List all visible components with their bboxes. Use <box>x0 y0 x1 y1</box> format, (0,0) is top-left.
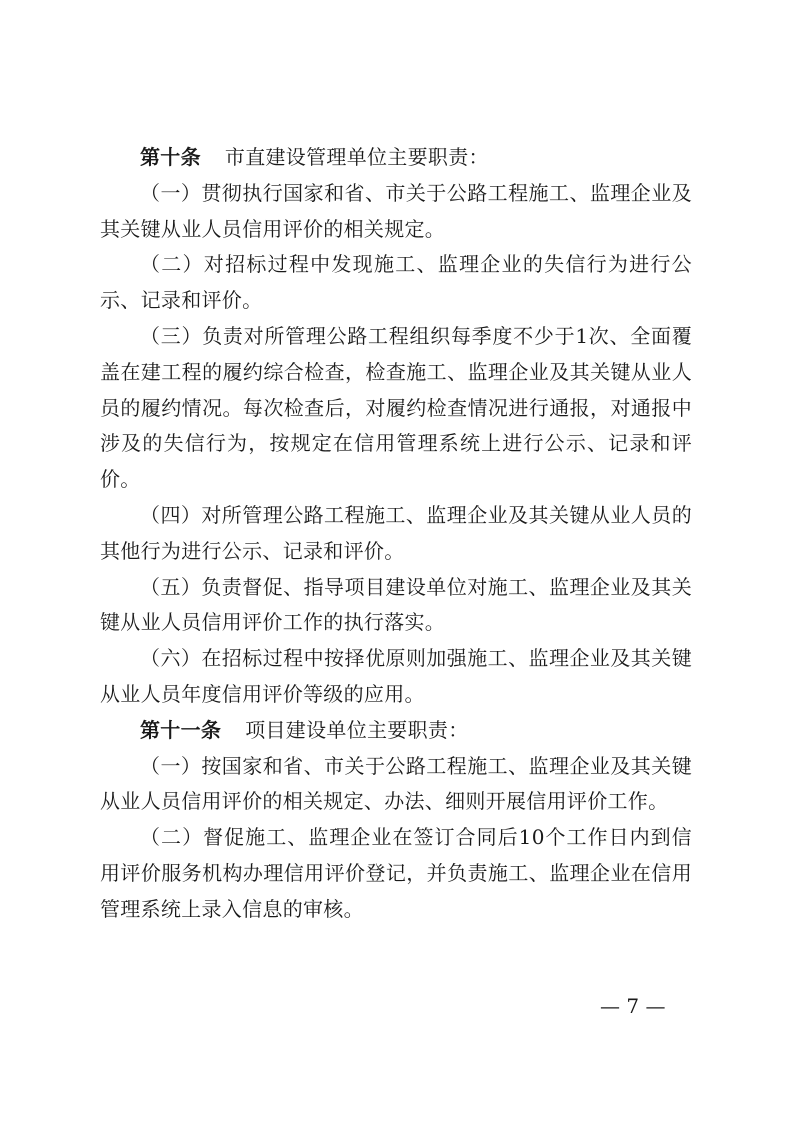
article-10-item-6: （六）在招标过程中按择优原则加强施工、监理企业及其关键从业人员年度信用评价等级的应用。 <box>100 646 692 706</box>
article-10-item-3: （三）负责对所管理公路工程组织每季度不少于1次、全面覆盖在建工程的履约综合检查，检查施工、监理企业及其关键从业人员的履约情况。每次检查后，对履约检查情况进行通报，对通报中涉及的失信行为，按规定在信用管理系统上进行公示、记录和评价。 <box>100 323 692 492</box>
article-10-heading <box>100 140 692 176</box>
page-number: — 7 — <box>600 994 666 1018</box>
article-11-heading <box>100 713 692 749</box>
article-11-label: 第十一条 <box>140 717 222 742</box>
article-11-item-1: （一）按国家和省、市关于公路工程施工、监理企业及其关键从业人员信用评价的相关规定、办法、细则开展信用评价工作。 <box>100 753 692 814</box>
article-10-label: 第十条 <box>140 145 201 169</box>
article-11-title: 项目建设单位主要职责： <box>245 717 469 742</box>
article-10-item-5: （五）负责督促、指导项目建设单位对施工、监理企业及其关键从业人员信用评价工作的执行落实。 <box>100 574 692 635</box>
article-10-item-1: （一）贯彻执行国家和省、市关于公路工程施工、监理企业及其关键从业人员信用评价的相关规定。 <box>100 180 692 241</box>
article-10-item-4: （四）对所管理公路工程施工、监理企业及其关键从业人员的其他行为进行公示、记录和评价。 <box>100 502 692 563</box>
article-10-title: 市直建设管理单位主要职责： <box>224 145 489 169</box>
article-10-item-2: （二）对招标过程中发现施工、监理企业的失信行为进行公示、记录和评价。 <box>100 252 692 313</box>
article-11-item-2: （二）督促施工、监理企业在签订合同后10个工作日内到信用评价服务机构办理信用评价登记，并负责施工、监理企业在信用管理系统上录入信息的审核。 <box>100 825 692 921</box>
document-body <box>100 140 692 928</box>
